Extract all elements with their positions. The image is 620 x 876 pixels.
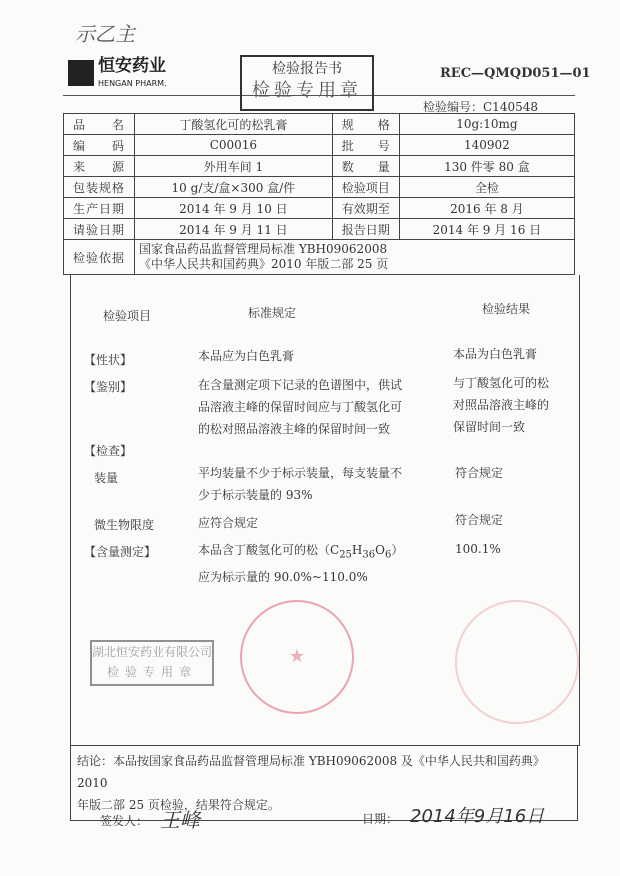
formula-sub: 36 <box>362 549 376 561</box>
test-result: 符合规定 <box>455 466 504 480</box>
test-result: 100.1% <box>455 542 501 556</box>
header-item: 检验项目 <box>103 309 152 323</box>
result-line: 保留时间一致 <box>453 420 526 434</box>
info-value: 2014 年 9 月 16 日 <box>399 219 574 240</box>
formula-sub: 6 <box>384 549 392 561</box>
test-result: 符合规定 <box>455 513 504 527</box>
header-result: 检验结果 <box>482 302 531 316</box>
formula-sub: 25 <box>339 549 352 561</box>
info-label: 生产日期 <box>64 198 135 219</box>
test-standard <box>198 462 402 506</box>
info-value: 2016 年 8 月 <box>399 198 574 219</box>
basis-label: 检验依据 <box>64 240 135 275</box>
test-item: 【检查】 <box>84 444 133 458</box>
formula-text: 本品含丁酸氢化可的松（C <box>198 543 340 557</box>
red-round-seal <box>455 600 579 724</box>
info-label: 来 源 <box>64 156 135 177</box>
std-line: 应为标示量的 90.0%~110.0% <box>198 570 368 585</box>
info-label: 批 号 <box>332 135 399 156</box>
date-handwritten: 2014年9月16日 <box>410 806 545 827</box>
info-value: 130 件零 80 盒 <box>399 156 574 177</box>
info-row <box>64 219 575 240</box>
result-line: 对照品溶液主峰的 <box>453 398 550 412</box>
test-result <box>453 372 549 438</box>
header-standard: 标准规定 <box>248 306 297 320</box>
signer-label: 签发人： <box>100 814 149 828</box>
seal-text: 检验专用章 <box>106 665 197 679</box>
info-row <box>64 156 575 177</box>
info-label: 规 格 <box>332 114 399 135</box>
report-title-stamp <box>240 55 374 111</box>
conclusion-line: 年版二部 25 页检验，结果符合规定。 <box>77 798 280 812</box>
info-value: 外用车间 1 <box>135 156 333 177</box>
seal-company: 湖北恒安药业有限公司 <box>92 645 213 659</box>
std-line: 平均装量不少于标示装量，每支装量不 <box>198 466 403 480</box>
doc-code: REC—QMQD051—01 <box>440 66 591 81</box>
basis-value <box>135 240 575 275</box>
report-number: 检验编号：C140548 <box>423 100 538 114</box>
std-line: 少于标示装量的 93% <box>198 488 313 502</box>
company-seal-rect <box>90 640 214 686</box>
test-item: 【含量测定】 <box>84 545 157 559</box>
info-value: C00016 <box>135 135 333 156</box>
conclusion-line: 结论：本品按国家食品药品监督管理局标准 YBH09062008 及《中华人民共和国药典》2010 <box>77 754 545 790</box>
seal-text: 检验专用章 <box>252 80 362 101</box>
formula-text: ） <box>391 543 404 557</box>
red-round-seal: ★ <box>240 600 354 714</box>
info-label: 品 名 <box>64 114 135 135</box>
std-line: 在含量测定项下记录的色谱图中，供试 <box>198 378 403 392</box>
info-label: 报告日期 <box>332 219 399 240</box>
basis-line: 《中华人民共和国药典》2010 年版二部 25 页 <box>139 257 389 271</box>
test-standard <box>198 539 403 588</box>
info-label: 数 量 <box>332 156 399 177</box>
result-line: 与丁酸氢化可的松 <box>453 376 550 390</box>
info-value: 2014 年 9 月 11 日 <box>135 219 333 240</box>
test-result: 本品为白色乳膏 <box>453 347 538 361</box>
logo-en: HENGAN PHARM. <box>98 79 167 88</box>
basis-line: 国家食品药品监督管理局标准 YBH09062008 <box>139 242 388 256</box>
info-value: 140902 <box>399 135 574 156</box>
signer-signature: 王峰 <box>160 808 200 832</box>
info-value: 丁酸氢化可的松乳膏 <box>135 114 333 135</box>
std-line: 的松对照品溶液主峰的保留时间一致 <box>198 422 391 436</box>
test-standard: 本品应为白色乳膏 <box>198 349 295 363</box>
product-info-table <box>63 113 575 275</box>
test-item: 【鉴别】 <box>84 380 133 394</box>
report-title: 检验报告书 <box>272 61 342 77</box>
std-line <box>198 539 403 566</box>
logo-cn: 恒安药业 <box>98 56 166 76</box>
info-row <box>64 135 575 156</box>
info-label: 有效期至 <box>332 198 399 219</box>
info-label: 请验日期 <box>64 219 135 240</box>
handwritten-note: 示乙主 <box>75 22 135 46</box>
info-label: 编 码 <box>64 135 135 156</box>
info-value: 10 g/支/盒×300 盒/件 <box>135 177 333 198</box>
company-logo-icon <box>68 60 94 86</box>
std-line: 品溶液主峰的保留时间应与丁酸氢化可 <box>198 400 403 414</box>
info-value: 全检 <box>399 177 574 198</box>
info-row <box>64 114 575 135</box>
test-item: 微生物限度 <box>94 518 155 532</box>
info-label: 检验项目 <box>332 177 399 198</box>
test-item: 【性状】 <box>84 353 133 367</box>
formula-text: O <box>375 543 385 557</box>
info-value: 10g:10mg <box>399 114 574 135</box>
test-standard: 应符合规定 <box>198 516 259 530</box>
formula-text: H <box>351 543 363 557</box>
test-standard <box>198 374 402 440</box>
info-row <box>64 198 575 219</box>
test-item: 装量 <box>94 471 119 485</box>
info-value: 2014 年 9 月 10 日 <box>135 198 333 219</box>
date-label: 日期： <box>362 812 399 826</box>
info-row <box>64 177 575 198</box>
info-label: 包装规格 <box>64 177 135 198</box>
